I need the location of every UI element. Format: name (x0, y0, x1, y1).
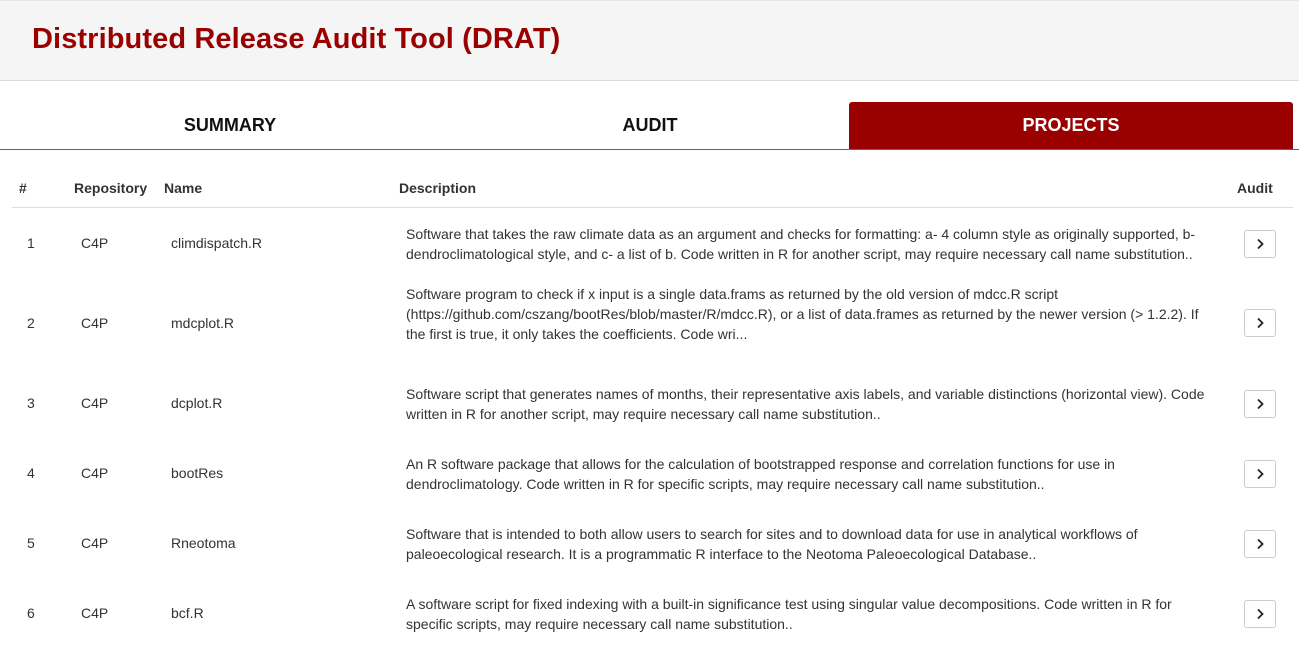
tab-bar (0, 102, 1299, 150)
table-row (12, 208, 1293, 278)
row-description: Software that takes the raw climate data as an argument and checks for formatting: a- 4 column style as originally supported, b- dendroclimatological style, and c- a list of b. Code written in R for another script, may require necessary call name substitution.. (406, 226, 1196, 262)
tab-audit[interactable]: AUDIT (622, 115, 678, 135)
header-name: Name (164, 180, 203, 196)
row-number: 6 (27, 605, 35, 621)
row-name: climdispatch.R (171, 235, 263, 251)
chevron-right-icon (1255, 468, 1265, 480)
row-number: 3 (27, 395, 35, 411)
chevron-right-icon (1255, 398, 1265, 410)
audit-button[interactable] (1244, 390, 1276, 418)
chevron-right-icon (1255, 317, 1265, 329)
tab-summary[interactable]: SUMMARY (183, 115, 277, 135)
row-name: Rneotoma (171, 535, 236, 551)
header-description: Description (399, 180, 477, 196)
row-number: 5 (27, 535, 35, 551)
header-repository: Repository (74, 180, 148, 196)
row-number: 4 (27, 465, 35, 481)
row-name: dcplot.R (171, 395, 223, 411)
table-row (12, 438, 1293, 508)
row-repository: C4P (81, 235, 109, 251)
row-description: Software script that generates names of months, their representative axis labels, and variable distinctions (horizontal view). Code written in R for another script, may require necessary call name substitution.. (406, 386, 1205, 422)
audit-button[interactable] (1244, 460, 1276, 488)
row-repository: C4P (81, 465, 109, 481)
row-description: Software that is intended to both allow users to search for sites and to download data for use in analytical workflows of paleoecological research. It is a programmatic R interface to the Neotoma Paleoecological Database.. (406, 526, 1138, 562)
table-row (12, 508, 1293, 578)
table-row (12, 278, 1293, 368)
row-description: A software script for fixed indexing with a built-in significance test using singular value decompositions. Code written in R for specific scripts, may require necessary call name substitution.. (406, 596, 1172, 632)
row-repository: C4P (81, 605, 109, 621)
header-number: # (19, 180, 27, 196)
audit-button[interactable] (1244, 230, 1276, 258)
row-repository: C4P (81, 535, 109, 551)
chevron-right-icon (1255, 238, 1265, 250)
chevron-right-icon (1255, 538, 1265, 550)
app-title: Distributed Release Audit Tool (DRAT) (32, 23, 561, 55)
audit-button[interactable] (1244, 600, 1276, 628)
row-number: 1 (27, 235, 35, 251)
row-description: Software program to check if x input is a single data.frams as returned by the old version of mdcc.R script (https://github.com/cszang/bootRes/blob/master/R/mdcc.R), or a list of data.frames as returned by the newer version (> 1.2.2). If the first is true, it only takes the coefficients. Code wri... (406, 286, 1199, 342)
chevron-right-icon (1255, 608, 1265, 620)
row-description: An R software package that allows for the calculation of bootstrapped response and correlation functions for use in dendroclimatology. Code written in R for specific scripts, may require necessary call name substitution.. (406, 456, 1115, 492)
row-name: bcf.R (171, 605, 204, 621)
row-name: mdcplot.R (171, 315, 235, 331)
audit-button[interactable] (1244, 530, 1276, 558)
row-name: bootRes (171, 465, 224, 481)
app-header (0, 0, 1299, 81)
table-header (12, 170, 1293, 208)
audit-button[interactable] (1244, 309, 1276, 337)
tab-projects[interactable]: PROJECTS (849, 102, 1293, 149)
row-number: 2 (27, 315, 35, 331)
table-row (12, 578, 1293, 648)
projects-table (12, 170, 1293, 648)
row-repository: C4P (81, 395, 109, 411)
header-audit: Audit (1237, 180, 1273, 196)
table-row (12, 368, 1293, 438)
row-repository: C4P (81, 315, 109, 331)
